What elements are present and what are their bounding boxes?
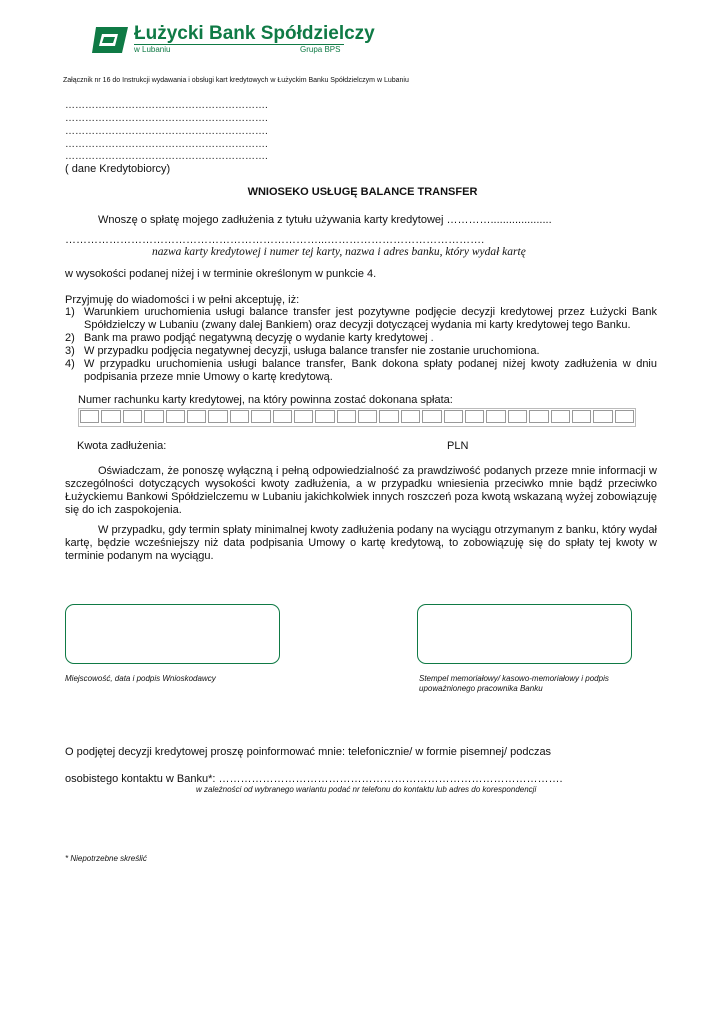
account-digit-cell[interactable] — [144, 410, 163, 423]
conditions-list — [65, 306, 657, 384]
applicant-signature-caption: Miejscowość, data i podpis Wnioskodawcy — [65, 674, 216, 683]
account-digit-cell[interactable] — [273, 410, 292, 423]
borrower-line-2[interactable]: ……………………………………………………. — [65, 113, 268, 124]
card-details-line[interactable]: ……………………………………………………………...……………………………………. — [65, 234, 485, 246]
account-digit-cell[interactable] — [101, 410, 120, 423]
account-digit-cell[interactable] — [508, 410, 527, 423]
form-title: WNIOSEKO USŁUGĘ BALANCE TRANSFER — [247, 186, 478, 198]
borrower-line-1[interactable]: ……………………………………………………. — [65, 100, 268, 111]
account-digit-cell[interactable] — [572, 410, 591, 423]
account-digit-cell[interactable] — [593, 410, 612, 423]
list-item-number: 3) — [65, 345, 75, 357]
account-digit-cell[interactable] — [80, 410, 99, 423]
list-item — [65, 345, 657, 358]
list-item-text: Bank ma prawo podjąć negatywną decyzję o wydanie karty kredytowej . — [84, 332, 434, 344]
account-digit-cell[interactable] — [166, 410, 185, 423]
list-item-text: Warunkiem uruchomienia usługi balance transfer jest pozytywne podjęcie decyzji kredytowej przez Łużycki Bank Spółdzielczy w Lubaniu (zwany dalej Bankiem) oraz decyzji dotyczącej wydania mi karty kredytowej tego Banku. — [84, 306, 657, 331]
account-digit-cell[interactable] — [401, 410, 420, 423]
account-digit-cell[interactable] — [379, 410, 398, 423]
footnote: * Niepotrzebne skreślić — [65, 854, 147, 863]
account-digit-cell[interactable] — [465, 410, 484, 423]
list-item — [65, 306, 657, 332]
borrower-line-3[interactable]: ……………………………………………………. — [65, 126, 268, 137]
account-digit-cell[interactable] — [422, 410, 441, 423]
account-digit-cell[interactable] — [337, 410, 356, 423]
request-line[interactable]: Wnoszę o spłatę mojego zadłużenia z tytułu używania karty kredytowej ………….................... — [98, 214, 552, 226]
list-item-number: 1) — [65, 306, 75, 318]
bank-logo-icon — [90, 25, 130, 55]
list-item-text: W przypadku uruchomienia usługi balance transfer, Bank dokona spłaty podanej niżej kwoty zadłużenia w dniu podpisania przeze mnie Umowy o kartę kredytową. — [84, 358, 657, 383]
borrower-line-4[interactable]: ……………………………………………………. — [65, 139, 268, 150]
statement-responsibility: Oświadczam, że ponoszę wyłączną i pełną odpowiedzialność za prawdziwość podanych przeze mnie informacji w szczególności dotyczących wysokości kwoty zadłużenia, a w przypadku wniesienia przeciwko mnie bądź przeciwko Łużyckiemu Bankowi Spółdzielczemu w Lubaniu jakichkolwiek innych roszczeń poza kwotą wskazaną wyżej zobowiązuję się do ich zaspokojenia. — [65, 465, 657, 516]
account-digit-cell[interactable] — [486, 410, 505, 423]
bank-stamp-box[interactable] — [417, 604, 632, 664]
bank-group: Grupa BPS — [300, 45, 341, 54]
annex-note: Załącznik nr 16 do Instrukcji wydawania i obsługi kart kredytowych w Łużyckim Banku Spółdzielczym w Lubaniu — [63, 77, 409, 84]
account-digit-cell[interactable] — [123, 410, 142, 423]
account-digit-cell[interactable] — [315, 410, 334, 423]
account-number-input[interactable] — [78, 408, 636, 427]
account-digit-cell[interactable] — [294, 410, 313, 423]
bank-stamp-caption-2: upoważnionego pracownika Banku — [419, 684, 543, 693]
card-details-hint: nazwa karty kredytowej i numer tej karty, nazwa i adres banku, który wydał kartę — [152, 246, 526, 258]
statement-minimum-payment: W przypadku, gdy termin spłaty minimalnej kwoty zadłużenia podany na wyciągu otrzymanym z banku, który wydał kartę, będzie wcześniejszy niż data podpisania Umowy o kartę kredytową, to zobowiązuję się do spłaty tej kwoty w terminie podanym na wyciągu. — [65, 524, 657, 562]
borrower-label: ( dane Kredytobiorcy) — [65, 163, 171, 175]
list-item — [65, 332, 657, 345]
list-item-text: W przypadku podjęcia negatywnej decyzji, usługa balance transfer nie zostanie uruchomiona. — [84, 345, 540, 357]
borrower-line-5[interactable]: ……………………………………………………. — [65, 151, 268, 162]
applicant-signature-box[interactable] — [65, 604, 280, 664]
contact-line-2[interactable]: osobistego kontaktu w Banku*: …………………………………………………………………………………. — [65, 773, 563, 785]
account-digit-cell[interactable] — [208, 410, 227, 423]
currency-label: PLN — [447, 440, 469, 452]
bank-city: w Lubaniu — [134, 45, 171, 54]
amount-line: w wysokości podanej niżej i w terminie określonym w punkcie 4. — [65, 268, 377, 280]
account-digit-cell[interactable] — [551, 410, 570, 423]
account-label: Numer rachunku karty kredytowej, na który powinna zostać dokonana spłata: — [78, 394, 453, 406]
debt-label: Kwota zadłużenia: — [77, 440, 167, 452]
list-item-number: 4) — [65, 358, 75, 370]
account-digit-cell[interactable] — [251, 410, 270, 423]
list-item — [65, 358, 657, 384]
bank-name: Łużycki Bank Spółdzielczy — [134, 23, 375, 44]
account-digit-cell[interactable] — [444, 410, 463, 423]
account-digit-cell[interactable] — [529, 410, 548, 423]
contact-hint: w zależności od wybranego wariantu podać nr telefonu do kontaktu lub adres do korespondencji — [196, 785, 537, 794]
list-item-number: 2) — [65, 332, 75, 344]
account-digit-cell[interactable] — [230, 410, 249, 423]
bank-stamp-caption-1: Stempel memoriałowy/ kasowo-memoriałowy i podpis — [419, 674, 609, 683]
account-digit-cell[interactable] — [187, 410, 206, 423]
account-digit-cell[interactable] — [358, 410, 377, 423]
accept-intro: Przyjmuję do wiadomości i w pełni akceptuję, iż: — [65, 294, 300, 306]
contact-line-1: O podjętej decyzji kredytowej proszę poinformować mnie: telefonicznie/ w formie pisemnej/ podczas — [65, 746, 552, 758]
account-digit-cell[interactable] — [615, 410, 634, 423]
